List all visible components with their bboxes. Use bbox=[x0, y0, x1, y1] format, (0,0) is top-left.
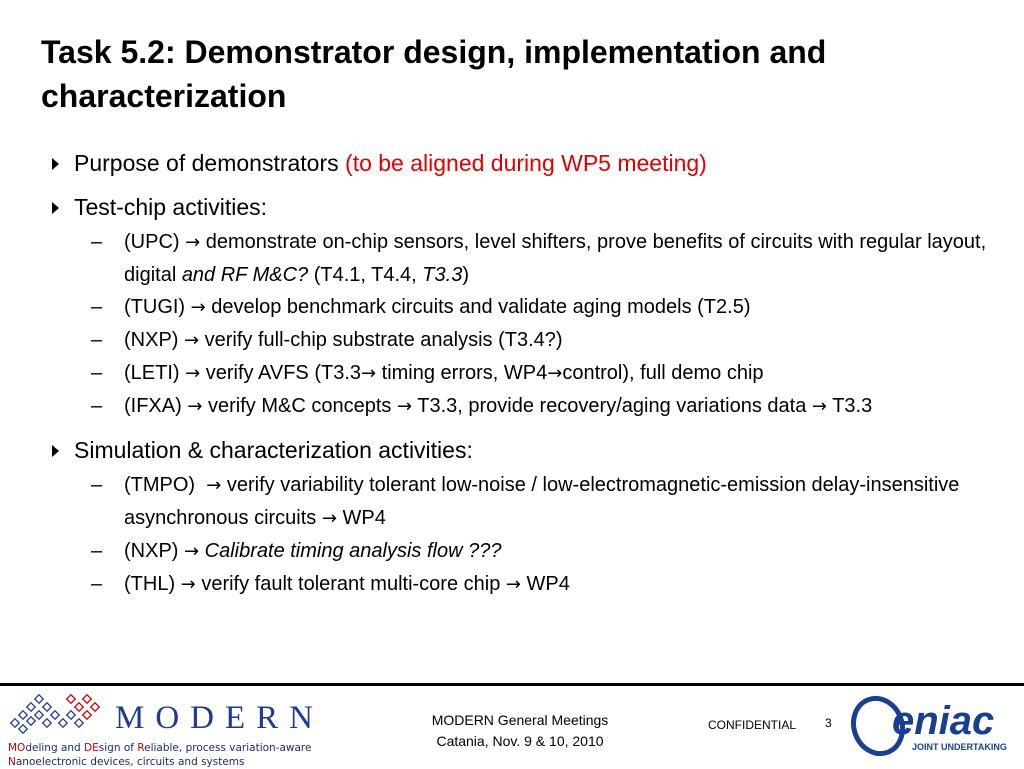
org-label: (TMPO) bbox=[124, 474, 207, 496]
bullet-simulation bbox=[48, 435, 998, 465]
item-text: verify full-chip substrate analysis (T3.4?) bbox=[199, 329, 563, 351]
dash-marker: – bbox=[91, 329, 103, 351]
org-label: (NXP) bbox=[124, 540, 184, 562]
item-italic: Calibrate timing analysis flow ??? bbox=[199, 540, 502, 562]
item-italic: T3.3 bbox=[422, 264, 463, 286]
page-number: 3 bbox=[825, 716, 832, 730]
item-text: T3.3, provide recovery/aging variations data bbox=[412, 395, 812, 417]
item-text: control), full demo chip bbox=[562, 362, 764, 384]
arrow-right-icon: → bbox=[185, 363, 201, 384]
dash-marker: – bbox=[91, 362, 103, 384]
confidential-label: CONFIDENTIAL bbox=[708, 718, 797, 732]
dash-marker: – bbox=[91, 395, 103, 417]
modern-logo-icon bbox=[8, 690, 104, 736]
item-text: demonstrate on-chip sensors, level shifters, prove benefits of circuits with regular layout, digital bbox=[124, 231, 987, 286]
list-item-upc bbox=[48, 226, 998, 291]
arrow-right-icon: → bbox=[184, 541, 200, 562]
item-text: timing errors, WP4 bbox=[376, 362, 548, 384]
list-item-thl bbox=[48, 568, 998, 601]
list-item-tugi bbox=[48, 291, 998, 324]
item-italic: and RF M&C? bbox=[181, 264, 309, 286]
dash-marker: – bbox=[91, 474, 103, 496]
simulation-list bbox=[48, 469, 998, 601]
bullet-arrow-icon bbox=[52, 445, 59, 457]
dash-marker: – bbox=[91, 540, 103, 562]
bullet-note: (to be aligned during WP5 meeting) bbox=[345, 150, 707, 176]
dash-marker: – bbox=[91, 296, 103, 318]
arrow-right-icon: → bbox=[185, 232, 201, 253]
item-text: WP4 bbox=[336, 507, 386, 529]
arrow-right-icon: → bbox=[180, 574, 196, 595]
item-text: WP4 bbox=[520, 573, 570, 595]
org-label: (NXP) bbox=[124, 329, 184, 351]
arrow-right-icon: → bbox=[547, 363, 563, 384]
org-label: (LETI) bbox=[124, 362, 186, 384]
meeting-line-1: MODERN General Meetings bbox=[431, 712, 609, 728]
dash-marker: – bbox=[91, 231, 103, 253]
arrow-right-icon: → bbox=[321, 508, 337, 529]
tagline-text: anoelectronic devices, circuits and systems bbox=[15, 756, 245, 768]
item-text: ) bbox=[462, 264, 469, 286]
eniac-brand-text: eniac bbox=[892, 699, 995, 743]
org-label: (TUGI) bbox=[124, 296, 191, 318]
slide-title: Task 5.2: Demonstrator design, implementation and characterization bbox=[41, 34, 827, 114]
arrow-right-icon: → bbox=[187, 396, 203, 417]
modern-tagline bbox=[8, 741, 311, 769]
tagline-highlight: DE bbox=[84, 742, 99, 754]
list-item-ifxa bbox=[48, 390, 998, 423]
item-text: verify variability tolerant low-noise / low-electromagnetic-emission delay-insensitive asynchronous circuits bbox=[124, 474, 960, 529]
item-text: verify AVFS (T3.3 bbox=[200, 362, 361, 384]
list-item-leti bbox=[48, 357, 998, 390]
bullet-purpose bbox=[48, 148, 998, 178]
meeting-line-2: Catania, Nov. 9 & 10, 2010 bbox=[436, 733, 604, 749]
item-text: T3.3 bbox=[827, 395, 873, 417]
arrow-right-icon: → bbox=[396, 396, 413, 417]
bullet-arrow-icon bbox=[52, 158, 59, 170]
arrow-right-icon: → bbox=[206, 475, 222, 496]
item-text: verify fault tolerant multi-core chip bbox=[195, 573, 506, 595]
org-label: (IFXA) bbox=[124, 395, 188, 417]
org-label: (UPC) bbox=[124, 231, 186, 253]
bullet-test-chip bbox=[48, 192, 998, 222]
test-chip-list bbox=[48, 226, 998, 423]
item-text: verify M&C concepts bbox=[202, 395, 397, 417]
org-label: (THL) bbox=[124, 573, 181, 595]
modern-logo-text: MODERN bbox=[115, 700, 325, 736]
tagline-highlight: MO bbox=[8, 742, 26, 754]
list-item-tmpo bbox=[48, 469, 998, 535]
bullet-arrow-icon bbox=[52, 202, 59, 214]
slide-content bbox=[48, 148, 998, 613]
meeting-info bbox=[405, 710, 635, 752]
bullet-text: Test-chip activities: bbox=[74, 194, 268, 220]
tagline-text: deling and bbox=[25, 742, 85, 754]
tagline-highlight: R bbox=[137, 742, 145, 754]
dash-marker: – bbox=[91, 573, 103, 595]
list-item-nxp-sim bbox=[48, 535, 998, 568]
eniac-logo-icon bbox=[848, 690, 1016, 760]
arrow-right-icon: → bbox=[184, 330, 200, 351]
bullet-text: Simulation & characterization activities: bbox=[74, 437, 473, 463]
footer-divider bbox=[0, 683, 1024, 686]
arrow-right-icon: → bbox=[361, 363, 377, 384]
tagline-highlight: N bbox=[8, 756, 16, 768]
eniac-subtext: JOINT UNDERTAKING bbox=[912, 742, 1007, 752]
item-text: (T4.1, T4.4, bbox=[308, 264, 423, 286]
arrow-right-icon: → bbox=[505, 574, 521, 595]
item-text: develop benchmark circuits and validate aging models (T2.5) bbox=[205, 296, 751, 318]
tagline-text: eliable, process variation-aware bbox=[144, 742, 312, 754]
bullet-text: Purpose of demonstrators bbox=[74, 150, 346, 176]
arrow-right-icon: → bbox=[811, 396, 827, 417]
list-item-nxp bbox=[48, 324, 998, 357]
arrow-right-icon: → bbox=[190, 297, 206, 318]
tagline-text: sign of bbox=[98, 742, 138, 754]
